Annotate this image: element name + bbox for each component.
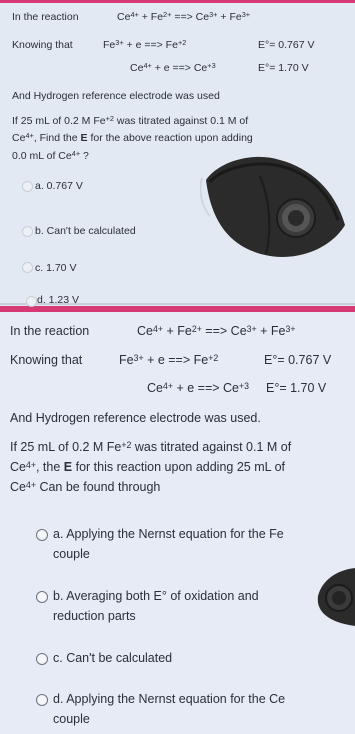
face-mask-partial-image	[312, 566, 355, 628]
charge: +3	[239, 380, 249, 391]
q2-option-d-label-line-2[interactable]: couple	[53, 712, 90, 726]
charge: 4+	[162, 380, 173, 391]
q2-reaction-equation	[137, 324, 295, 338]
text: Ce	[117, 11, 131, 23]
text: ==> Ce	[174, 11, 210, 23]
charge: 3+	[209, 10, 218, 20]
q1-ce-potential: E°= 1.70 V	[258, 62, 309, 74]
q2-titration-line-1	[10, 440, 291, 454]
q2-option-a-label-line-1[interactable]: a. Applying the Nernst equation for the Fe	[53, 527, 284, 541]
charge: 3+	[241, 10, 251, 20]
q2-option-a-label-line-2[interactable]: couple	[53, 547, 90, 561]
text: Ce	[130, 62, 144, 74]
charge: +2	[121, 439, 132, 450]
q1-option-c-radio[interactable]	[22, 262, 33, 273]
charge: 4+	[143, 61, 152, 71]
text: Ce	[147, 381, 163, 395]
text: If 25 mL of 0.2 M Fe	[10, 440, 122, 454]
text: was titrated against 0.1 M of	[134, 440, 292, 454]
text: E	[80, 132, 88, 144]
charge: 2+	[191, 323, 202, 334]
q1-option-b-label[interactable]: b. Can't be calculated	[35, 225, 136, 237]
text: Fe	[119, 353, 134, 367]
charge: 4+	[25, 479, 36, 490]
charge: +3	[207, 61, 216, 71]
charge: 4+	[25, 131, 34, 141]
q2-fe-potential: E°= 0.767 V	[264, 353, 332, 367]
text: + e ==> Ce	[176, 381, 240, 395]
text: + Fe	[166, 324, 192, 338]
q1-half-reaction-ce	[130, 62, 216, 74]
q2-knowing-label: Knowing that	[10, 353, 83, 367]
q2-half-reaction-ce	[147, 381, 249, 395]
charge: 3+	[246, 323, 257, 334]
charge: 4+	[152, 323, 163, 334]
q2-half-reaction-fe	[119, 353, 218, 367]
charge: 4+	[130, 10, 139, 20]
q2-option-a-radio[interactable]	[36, 529, 48, 541]
charge: +2	[208, 352, 219, 363]
q2-option-b-label-line-1[interactable]: b. Averaging both E° of oxidation and	[53, 589, 259, 603]
text: + e ==> Fe	[126, 39, 178, 51]
q1-option-c-label[interactable]: c. 1.70 V	[35, 262, 77, 274]
text: + e ==> Fe	[147, 353, 209, 367]
q1-option-b-radio[interactable]	[22, 226, 33, 237]
text: + Fe	[141, 11, 164, 23]
q1-option-a-label[interactable]: a. 0.767 V	[35, 180, 83, 192]
text: ?	[83, 150, 89, 162]
q1-option-d-label[interactable]: d. 1.23 V	[37, 294, 80, 306]
charge: 2+	[163, 10, 172, 20]
charge: 4+	[71, 149, 81, 159]
q2-ce-potential: E°= 1.70 V	[266, 381, 327, 395]
charge: 3+	[115, 38, 124, 48]
q1-reaction-label: In the reaction	[12, 11, 79, 23]
text: Ce	[10, 480, 26, 494]
face-mask-image	[200, 150, 350, 265]
text: + e ==> Ce	[154, 62, 208, 74]
text: for this reaction upon adding 25 mL of	[75, 460, 286, 474]
question-2-panel	[0, 312, 355, 734]
q2-option-d-radio[interactable]	[36, 694, 48, 706]
text: 0.0 mL of Ce	[12, 150, 72, 162]
text: was titrated against 0.1 M of	[116, 115, 249, 127]
text: + Fe	[260, 324, 286, 338]
text: for the above reaction upon adding	[90, 132, 253, 144]
text: , the	[35, 460, 61, 474]
q1-option-a-radio[interactable]	[22, 181, 33, 192]
q1-titration-line-3	[12, 150, 89, 162]
text: E	[63, 460, 73, 474]
q1-hydrogen-line: And Hydrogen reference electrode was used	[12, 90, 220, 102]
q1-titration-line-1	[12, 115, 248, 127]
q2-titration-line-2	[10, 460, 285, 474]
charge: 3+	[133, 352, 144, 363]
text: ==> Ce	[205, 324, 247, 338]
text: Ce	[10, 460, 26, 474]
q1-knowing-label: Knowing that	[12, 39, 73, 51]
charge: +2	[177, 38, 187, 48]
q2-reaction-label: In the reaction	[10, 324, 90, 338]
q2-option-b-radio[interactable]	[36, 591, 48, 603]
q2-titration-line-3	[10, 480, 160, 494]
q1-titration-line-2	[12, 132, 253, 144]
text: Can be found through	[39, 480, 161, 494]
q1-half-reaction-fe	[103, 39, 186, 51]
text: Fe	[103, 39, 116, 51]
charge: +2	[105, 114, 114, 124]
q2-option-b-label-line-2[interactable]: reduction parts	[53, 609, 136, 623]
text: , Find the	[33, 132, 78, 144]
top-accent-bar	[0, 0, 355, 3]
q2-option-d-label-line-1[interactable]: d. Applying the Nernst equation for the Ce	[53, 692, 286, 706]
charge: 3+	[285, 323, 296, 334]
q1-option-d-radio[interactable]	[26, 296, 37, 307]
q1-fe-potential: E°= 0.767 V	[258, 39, 315, 51]
q2-hydrogen-line: And Hydrogen reference electrode was used.	[10, 411, 261, 425]
text: Ce	[12, 132, 26, 144]
charge: 4+	[25, 459, 36, 470]
q2-option-c-label[interactable]: c. Can't be calculated	[53, 651, 173, 665]
q1-reaction-equation	[117, 11, 250, 23]
text: + Fe	[220, 11, 242, 23]
q2-option-c-radio[interactable]	[36, 653, 48, 665]
text: Ce	[137, 324, 153, 338]
text: If 25 mL of 0.2 M Fe	[12, 115, 106, 127]
